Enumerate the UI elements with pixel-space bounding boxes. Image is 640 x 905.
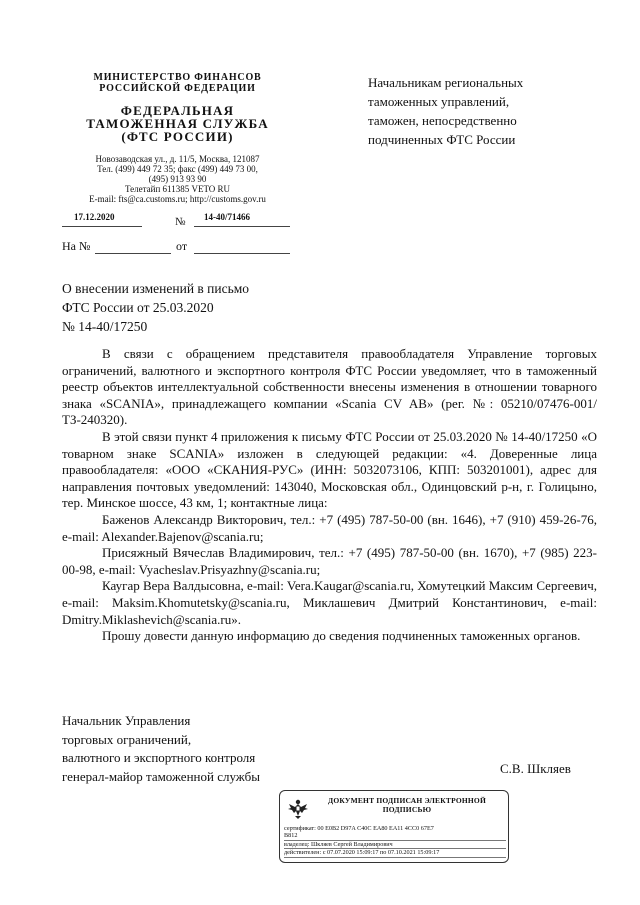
phone-line-2: (495) 913 93 90: [148, 174, 207, 184]
letter-date: 17.12.2020: [74, 212, 115, 222]
sender-address: [55, 154, 300, 204]
addressee-line: Начальникам региональных: [368, 75, 524, 90]
certificate-validity: действителен: с 07.07.2020 15:09:17 по 07.10.2021 15:09:17: [284, 849, 506, 857]
eagle-emblem-icon: [286, 797, 310, 821]
body-paragraph: В связи с обращением представителя правообладателя Управление торговых ограничений, валютного и экспортного контроля ФТС России уведомляет, что в таможенный реестр объектов интеллектуальной собственности внесены изменения в отношении товарного знака «SCANIA», принадлежащего компании «Scania CV AB» (рег. №: 05210/07476-001/ТЗ-240320).: [62, 346, 597, 428]
stamp-title-line: ДОКУМЕНТ ПОДПИСАН ЭЛЕКТРОННОЙ: [327, 796, 487, 805]
addressee-line: подчиненных ФТС России: [368, 132, 516, 147]
letter-subject: [62, 279, 322, 336]
contact-paragraph: Присяжный Вячеслав Владимирович, тел.: +7 (495) 787-50-00 (вн. 1670), +7 (985) 223-00-98, e-mail: Vyacheslav.Prisyazhny@scania.ru;: [62, 545, 597, 577]
addressee: [368, 73, 598, 149]
stamp-title: [312, 797, 502, 814]
service-name: [55, 104, 300, 143]
subject-line: № 14-40/17250: [62, 319, 148, 334]
registration-line: [62, 212, 292, 232]
reference-date-blank: [194, 253, 290, 254]
signatory-name: С.В. Шкляев: [500, 761, 571, 776]
teletype-line: Телетайп 611385 VETO RU: [124, 184, 231, 194]
position-line: валютного и экспортного контроля: [62, 750, 256, 765]
subject-line: ФТС России от 25.03.2020: [62, 300, 214, 315]
position-line: генерал-майор таможенной службы: [62, 768, 260, 784]
reference-number-blank: [95, 253, 171, 254]
position-line: торговых ограничений,: [62, 731, 192, 747]
service-name-line3: (ФТС РОССИИ): [121, 129, 234, 144]
email-line: E-mail: fts@ca.customs.ru; http://customs.gov.ru: [89, 194, 266, 204]
letter-number: 14-40/71466: [204, 212, 250, 222]
subject-line: О внесении изменений в письмо: [62, 281, 250, 296]
reference-line: [62, 239, 292, 259]
stamp-title-line: ПОДПИСЬЮ: [382, 804, 432, 814]
addressee-line: таможен, непосредственно: [368, 113, 517, 128]
service-name-line2: ТАМОЖЕННАЯ СЛУЖБА: [86, 116, 269, 131]
date-underline: [62, 226, 142, 227]
contact-paragraph: Каугар Вера Валдысовна, e-mail: Vera.Kaugar@scania.ru, Хомутецкий Максим Сергеевич, e-mail: Maksim.Khomutetsky@scania.ru, Миклашевич Дмитрий Константинович, e-mail: Dmitry.Miklashevich@scania.ru».: [62, 578, 597, 627]
number-sign: №: [175, 216, 186, 228]
body-paragraph: Прошу довести данную информацию до сведения подчиненных таможенных органов.: [102, 628, 581, 644]
stamp-details: [284, 825, 506, 858]
certificate-number-cont: B812: [284, 832, 506, 840]
body-paragraph: В этой связи пункт 4 приложения к письму ФТС России от 25.03.2020 № 14-40/17250 «О товарном знаке SCANIA» изложен в следующей редакции: «4. Доверенные лица правообладателя: «ООО «СКАНИЯ-РУС» (ИНН: 5032073106, КПП: 503201001), адрес для направления почтовых уведомлений: 143040, Московская обл., Одинцовский р-н, г. Голицыно, тер. Минское шоссе, 43 км, 1; контактные лица:: [62, 428, 597, 511]
certificate-owner: владелец: Шкляев Сергей Владимирович: [284, 841, 506, 849]
ministry-name: МИНИСТЕРСТВО ФИНАНСОВ РОССИЙСКОЙ ФЕДЕРАЦИИ: [93, 72, 262, 94]
e-signature-stamp: [279, 790, 509, 863]
reference-number-label: На №: [62, 239, 91, 253]
sender-header: [55, 72, 300, 204]
addressee-line: таможенных управлений,: [368, 94, 510, 109]
position-line: Начальник Управления: [62, 713, 191, 728]
number-underline: [194, 226, 290, 227]
address-line: Новозаводская ул., д. 11/5, Москва, 121087: [95, 154, 260, 164]
service-name-line1: ФЕДЕРАЛЬНАЯ: [120, 103, 235, 118]
signatory-position: [62, 712, 342, 786]
reference-date-label: от: [176, 239, 188, 253]
certificate-number: сертификат: 00 E0B2 D97A C40C EA80 EA11 4CC0 67E7: [284, 825, 434, 832]
letter-body: [62, 346, 597, 645]
phone-line: Тел. (499) 449 72 35; факс (499) 449 73 00,: [97, 164, 258, 174]
contact-paragraph: Баженов Александр Викторович, тел.: +7 (495) 787-50-00 (вн. 1646), +7 (910) 459-26-76, e-mail: Alexander.Bajenov@scania.ru;: [62, 511, 597, 544]
